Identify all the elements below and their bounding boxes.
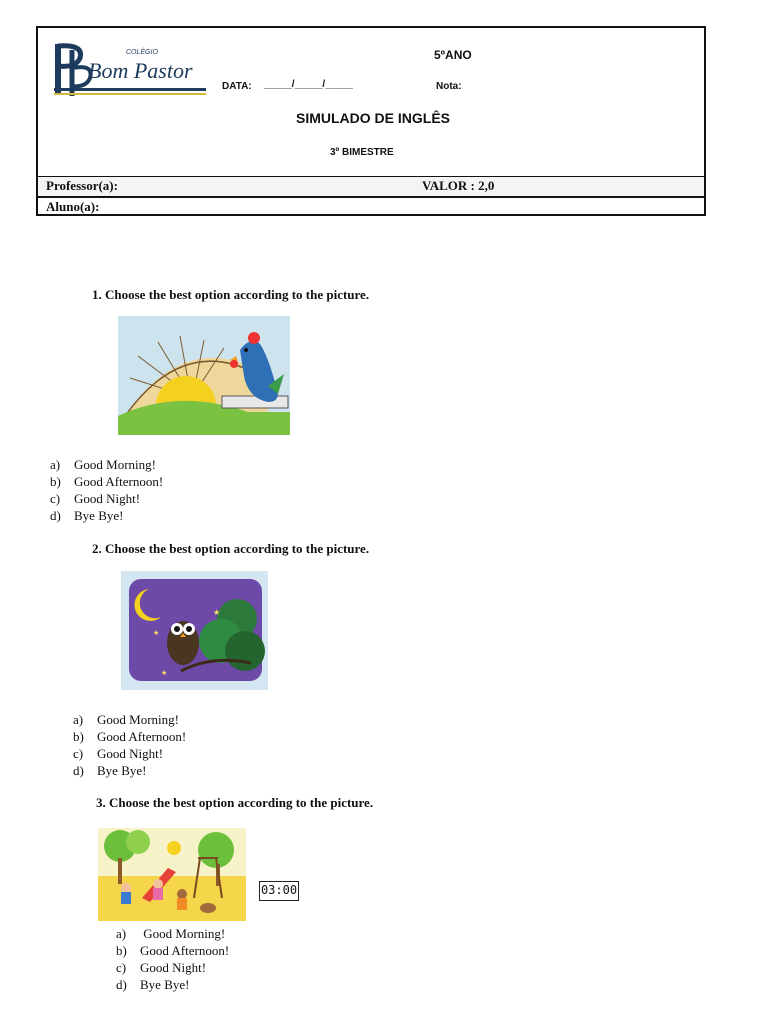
teacher-row [38, 176, 704, 196]
student-row [38, 196, 704, 216]
option-a[interactable]: a) Good Morning! [50, 457, 156, 472]
teacher-label: Professor(a): [46, 178, 118, 193]
svg-text:★: ★ [213, 608, 221, 617]
svg-text:★: ★ [153, 629, 160, 637]
option-c[interactable]: c) Good Night! [50, 491, 141, 506]
header-top [38, 28, 704, 176]
option-a[interactable]: a) Good Morning! [73, 712, 179, 727]
exam-header [36, 26, 706, 216]
park-children-picture [98, 828, 246, 921]
clock-display: 03:00 [259, 881, 299, 901]
exam-title: SIMULADO DE INGLÊS [296, 110, 451, 126]
question-2-title: 2. Choose the best option according to the picture. [92, 541, 370, 556]
school-logo [50, 38, 210, 100]
question-3-options [116, 925, 229, 993]
option-c[interactable]: c) Good Night! [116, 960, 207, 975]
sunrise-rooster-picture [118, 316, 290, 435]
question-1-options [50, 456, 163, 524]
nota-label: Nota: [436, 81, 462, 92]
option-d[interactable]: d) Bye Bye! [50, 508, 124, 523]
bimester-label: 3º BIMESTRE [330, 147, 394, 158]
question-2-options [73, 711, 186, 779]
value-label: VALOR : 2,0 [422, 178, 495, 193]
date-label: DATA: [222, 81, 252, 92]
svg-text:Bom Pastor: Bom Pastor [88, 58, 193, 83]
question-1-title: 1. Choose the best option according to the picture. [92, 287, 370, 302]
student-label: Aluno(a): [46, 199, 100, 214]
option-b[interactable]: b) Good Afternoon! [73, 729, 187, 744]
svg-text:COLÉGIO: COLÉGIO [126, 49, 158, 56]
option-b[interactable]: b) Good Afternoon! [50, 474, 164, 489]
svg-text:★: ★ [161, 669, 168, 677]
option-b[interactable]: b) Good Afternoon! [116, 943, 230, 958]
option-d[interactable]: d) Bye Bye! [116, 977, 190, 992]
date-field[interactable]: _____/_____/_____ [264, 79, 353, 90]
option-a[interactable]: a) Good Morning! [116, 926, 226, 941]
option-c[interactable]: c) Good Night! [73, 746, 164, 761]
grade-label: 5ºANO [434, 48, 472, 62]
option-d[interactable]: d) Bye Bye! [73, 763, 147, 778]
question-3-title: 3. Choose the best option according to the picture. [96, 795, 374, 810]
night-owl-picture [121, 571, 268, 690]
